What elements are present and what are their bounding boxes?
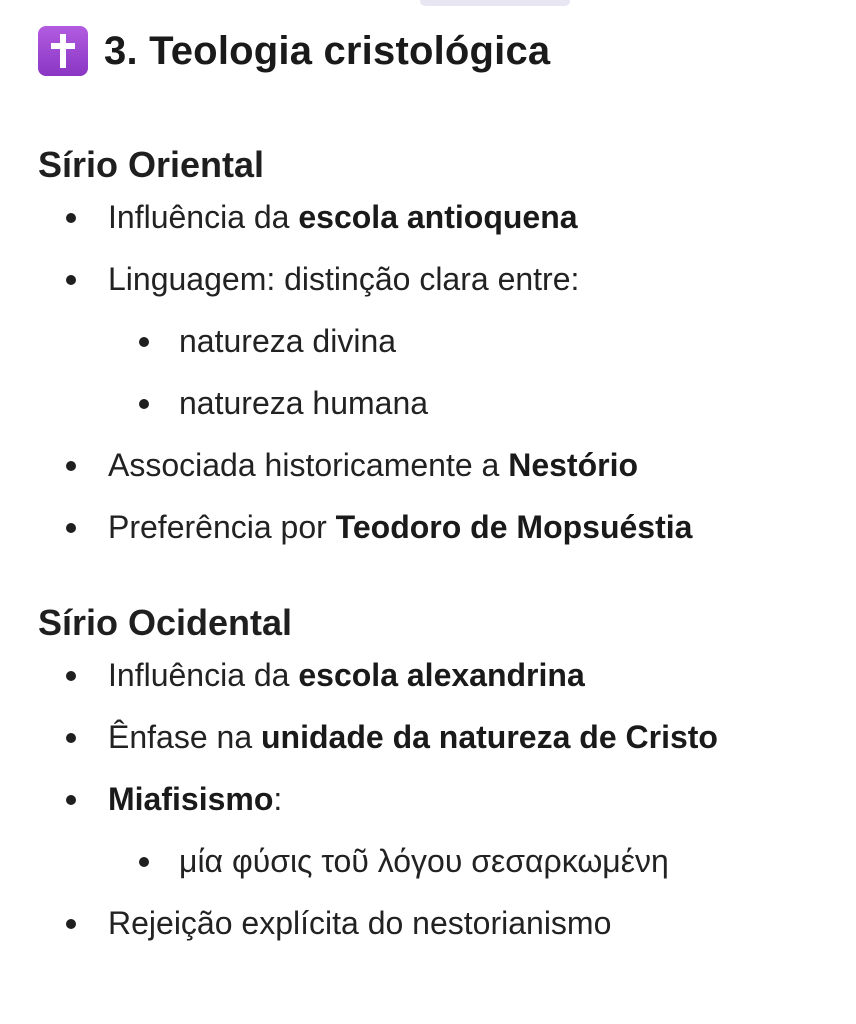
section-heading-sirio-ocidental: Sírio Ocidental [38, 602, 293, 643]
text: Linguagem: distinção clara entre: [108, 261, 580, 297]
latin-cross-icon [38, 26, 88, 76]
text: natureza divina [179, 323, 397, 359]
list-item [38, 248, 838, 310]
text: Rejeição explícita do nestorianismo [108, 905, 612, 941]
list-item [38, 434, 838, 496]
top-scroll-indicator [420, 0, 570, 6]
list-item [38, 496, 838, 558]
sub-list-item [38, 830, 838, 892]
sub-list-item [38, 310, 838, 372]
list-item [38, 768, 838, 830]
text: Preferência por [108, 509, 336, 545]
list-item [38, 706, 838, 768]
section-heading-sirio-oriental: Sírio Oriental [38, 144, 265, 185]
text: : [273, 781, 283, 817]
list-item [38, 644, 838, 706]
bold-text: Miafisismo [108, 781, 274, 817]
bold-text: escola antioquena [298, 199, 578, 235]
page-title: 3. Teologia cristológica [104, 28, 551, 73]
list-sirio-oriental [38, 186, 838, 558]
bold-text: unidade da natureza de Cristo [261, 719, 718, 755]
text: Ênfase na [108, 719, 261, 755]
list-item [38, 892, 838, 954]
list-sirio-ocidental [38, 644, 838, 954]
bold-text: escola alexandrina [298, 657, 585, 693]
text: Associada historicamente a [108, 447, 509, 483]
text: μία φύσις τοῦ λόγου σεσαρκωμένη [179, 843, 669, 879]
document-content [38, 22, 838, 954]
text: Influência da [108, 657, 299, 693]
bold-text: Nestório [508, 447, 638, 483]
text: natureza humana [179, 385, 429, 421]
bold-text: Teodoro de Mopsuéstia [335, 509, 693, 545]
text: Influência da [108, 199, 299, 235]
title-row [38, 22, 838, 80]
sub-list-item [38, 372, 838, 434]
list-item [38, 186, 838, 248]
